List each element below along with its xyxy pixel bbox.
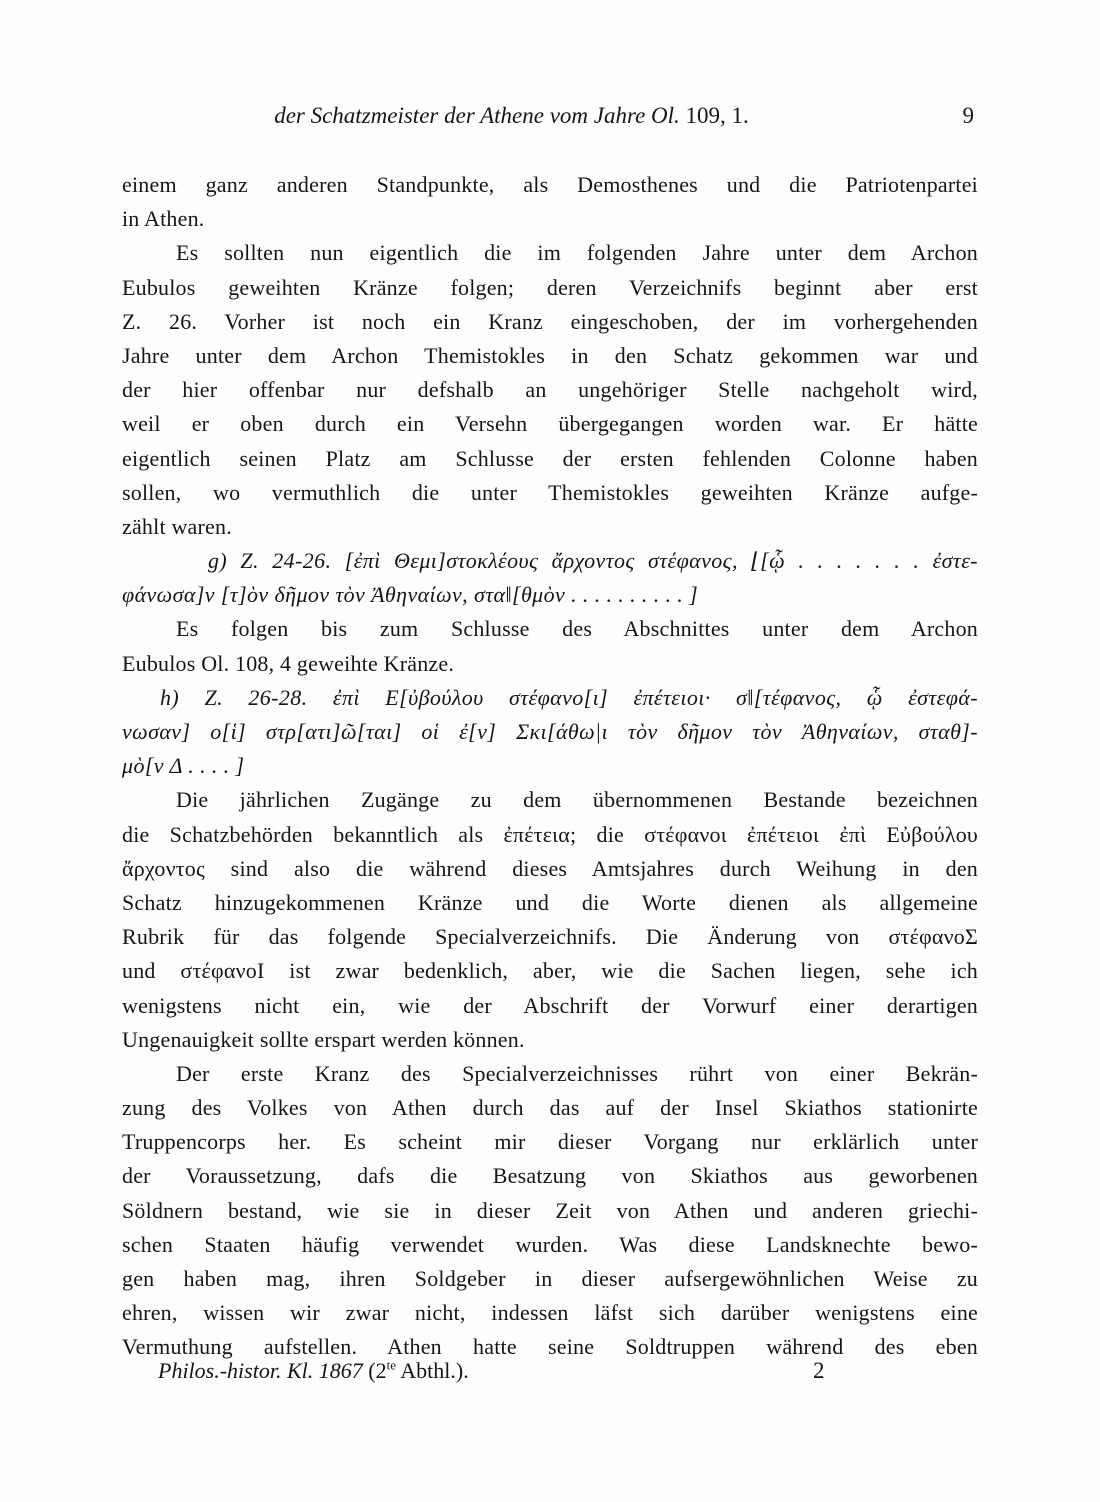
text-line: gen haben mag, ihren Soldgeber in dieser aufsergewöhnlichen Weise zu [122, 1266, 978, 1291]
text-line: zung des Volkes von Athen durch das auf der Insel Skiathos stationirte [122, 1095, 978, 1121]
text-line: Truppencorps her. Es scheint mir dieser Vorgang nur erklärlich unter [122, 1129, 978, 1155]
text-line: Schatz hinzugekommenen Kränze und die Worte dienen als allgemeine [122, 889, 978, 915]
text-line: der hier offenbar nur defshalb an ungehöriger Stelle nachgeholt wird, [122, 377, 978, 403]
page-number: 9 [962, 103, 974, 128]
text-line: zählt waren. [122, 513, 232, 539]
text-line: sollen, wo vermuthlich die unter Themistokles geweihten Kränze aufge- [122, 479, 978, 505]
text-line: und στέφανοΙ ist zwar bedenklich, aber, wie die Sachen liegen, sehe ich [122, 958, 978, 984]
sheet-number: 2 [813, 1358, 825, 1383]
text-line: Eubulos geweihten Kränze folgen; deren Verzeichnifs beginnt aber erst [122, 274, 978, 300]
text-line: schen Staaten häufig verwendet wurden. Was diese Landsknechte bewo- [122, 1231, 978, 1257]
footer-series-title: Philos.-histor. Kl. 1867 [158, 1358, 363, 1383]
footer-paren-post: Abthl.). [395, 1358, 469, 1383]
running-head-title-italic: der Schatzmeister der Athene vom Jahre Ol. [274, 103, 680, 128]
text-line: eigentlich seinen Platz am Schlusse der ersten fehlenden Colonne haben [122, 445, 978, 471]
text-line: μὸ[ν Δ . . . . ] [122, 753, 245, 779]
running-head [128, 103, 980, 137]
text-line: ehren, wissen wir zwar nicht, indessen läfst sich darüber wenigstens eine [122, 1300, 978, 1326]
text-line: Rubrik für das folgende Specialverzeichnifs. Die Änderung von στέφανοΣ [122, 924, 978, 950]
running-head-title-roman: 109, 1. [679, 103, 749, 128]
text-line: Der erste Kranz des Specialverzeichnisses rührt von einer Bekrän- [176, 1060, 978, 1086]
text-line: Ungenauigkeit sollte erspart werden können. [122, 1026, 525, 1052]
text-line: die Schatzbehörden bekanntlich als ἐπέτεια; die στέφανοι ἐπέτειοι ἐπὶ Εὐβούλου [122, 821, 978, 847]
text-line: Eubulos Ol. 108, 4 geweihte Kränze. [122, 650, 455, 676]
footer-paren-pre: (2 [362, 1358, 387, 1383]
text-line: Jahre unter dem Archon Themistokles in den Schatz gekommen war und [122, 342, 978, 368]
text-line: ἄρχοντος sind also die während dieses Amtsjahres durch Weihung in den [122, 855, 978, 881]
text-line: Es folgen bis zum Schlusse des Abschnittes unter dem Archon [176, 616, 978, 642]
text-line: Söldnern bestand, wie sie in dieser Zeit von Athen und anderen griechi- [122, 1197, 978, 1223]
text-line: h) Z. 26-28. ἐπὶ Ε[ὐβούλου στέφανο[ι] ἐπέτειοι· σ‖[τέφανος, ᾧ ἐστεφά- [160, 684, 978, 710]
footer-signature-line [158, 1358, 980, 1394]
text-line: der Voraussetzung, dafs die Besatzung von Skiathos aus geworbenen [122, 1163, 978, 1189]
body-text-block [122, 168, 978, 1365]
text-line: Vermuthung aufstellen. Athen hatte seine Soldtruppen während des eben [122, 1334, 978, 1360]
text-line: Z. 26. Vorher ist noch ein Kranz eingeschoben, der im vorhergehenden [122, 308, 978, 334]
text-line: Die jährlichen Zugänge zu dem übernommenen Bestande bezeichnen [176, 787, 978, 813]
text-line: wenigstens nicht ein, wie der Abschrift der Vorwurf einer derartigen [122, 992, 978, 1018]
running-head-title [128, 103, 895, 129]
text-line: weil er oben durch ein Versehn übergegangen worden war. Er hätte [122, 411, 978, 437]
footer-superscript: te [386, 1357, 396, 1373]
text-line: g) Z. 24-26. [ἐπὶ Θεμι]στοκλέους ἄρχοντος στέφανος, ⌊[ᾧ . . . . . . . ἐστε- [208, 548, 978, 574]
text-line: Es sollten nun eigentlich die im folgenden Jahre unter dem Archon [176, 240, 978, 266]
text-line: φάνωσα]ν [τ]ὸν δῆμον τὸν Ἀθηναίων, στα‖[θμὸν . . . . . . . . . . ] [122, 582, 699, 608]
text-line: νωσαν] ο[ἱ] στρ[ατι]ῶ[ται] οἱ ἐ[ν] Σκι[άθω|ι τὸν δῆμον τὸν Ἀθηναίων, σταθ]- [122, 719, 978, 744]
text-line: einem ganz anderen Standpunkte, als Demosthenes und die Patriotenpartei [122, 172, 978, 197]
text-line: in Athen. [122, 206, 205, 232]
